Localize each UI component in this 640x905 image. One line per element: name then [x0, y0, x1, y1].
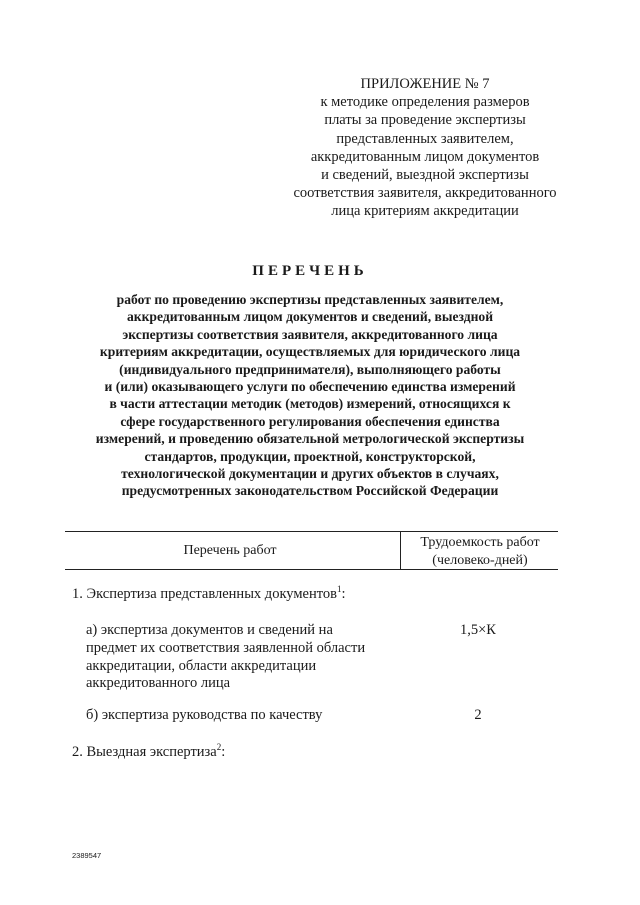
appendix-header: [260, 75, 590, 221]
column-header-labor-line1: Трудоемкость работ: [420, 535, 540, 550]
row-a-line: а) экспертиза документов и сведений на: [86, 622, 333, 638]
subtitle-line: (индивидуального предпринимателя), выполняющего работы: [119, 361, 501, 377]
section-2-text: 2. Выездная экспертиза: [72, 744, 217, 760]
footnote-ref-1: 1: [336, 584, 342, 594]
row-a-line: аккредитованного лица: [86, 675, 231, 692]
row-b-value: 2: [474, 707, 482, 723]
column-header-labor-line2: (человеко-дней): [432, 552, 528, 568]
subtitle-line: стандартов, продукции, проектной, конструкторской,: [144, 448, 476, 464]
appendix-line: платы за проведение экспертизы: [324, 112, 526, 129]
table-column-divider: [400, 531, 401, 569]
subtitle-line: предусмотренных законодательством Российской Федерации: [121, 483, 499, 499]
appendix-line: представленных заявителем,: [336, 130, 514, 147]
appendix-title: ПРИЛОЖЕНИЕ № 7: [360, 76, 490, 92]
appendix-line: соответствия заявителя, аккредитованного: [293, 185, 557, 202]
appendix-line: к методике определения размеров: [320, 94, 530, 111]
row-a-line: предмет их соответствия заявленной области: [86, 639, 366, 656]
subtitle-line: критериям аккредитации, осуществляемых для юридического лица: [99, 344, 521, 360]
document-title: ПЕРЕЧЕНЬ: [252, 263, 368, 279]
section-1-text: 1. Экспертиза представленных документов: [72, 586, 337, 602]
document-number: 2389547: [72, 851, 102, 860]
table-header-border: [65, 569, 558, 570]
row-a-label: [86, 622, 365, 693]
subtitle-line: сфере государственного регулирования обеспечения единства: [120, 413, 500, 429]
column-header-labor: [405, 534, 555, 569]
row-a-line: аккредитации, области аккредитации: [86, 657, 317, 674]
section-2-heading: [72, 744, 225, 762]
section-1-colon: :: [341, 586, 346, 602]
appendix-line: аккредитованным лицом документов: [310, 148, 540, 165]
section-2-colon: :: [221, 744, 226, 760]
subtitle-line: аккредитованным лицом документов и сведений, выездной: [126, 309, 494, 325]
column-header-works: Перечень работ: [183, 543, 277, 558]
appendix-line: и сведений, выездной экспертизы: [321, 167, 529, 184]
table-top-border: [65, 531, 558, 532]
footnote-ref-2: 2: [216, 742, 222, 752]
appendix-line: лица критериям аккредитации: [331, 203, 519, 220]
subtitle-line: измерений, и проведению обязательной метрологической экспертизы: [95, 431, 525, 447]
row-b-label: б) экспертиза руководства по качеству: [86, 707, 323, 723]
subtitle-line: в части аттестации методик (методов) измерений, относящихся к: [109, 396, 511, 412]
subtitle-line: технологической документации и других объектов в случаях,: [121, 466, 499, 482]
document-subtitle: [60, 291, 560, 500]
subtitle-line: работ по проведению экспертизы представленных заявителем,: [116, 292, 504, 307]
section-1-heading: [72, 586, 345, 604]
row-a-value: 1,5×К: [460, 622, 496, 638]
subtitle-line: и (или) оказывающего услуги по обеспечению единства измерений: [104, 379, 516, 395]
subtitle-line: экспертизы соответствия заявителя, аккредитованного лица: [122, 326, 498, 342]
